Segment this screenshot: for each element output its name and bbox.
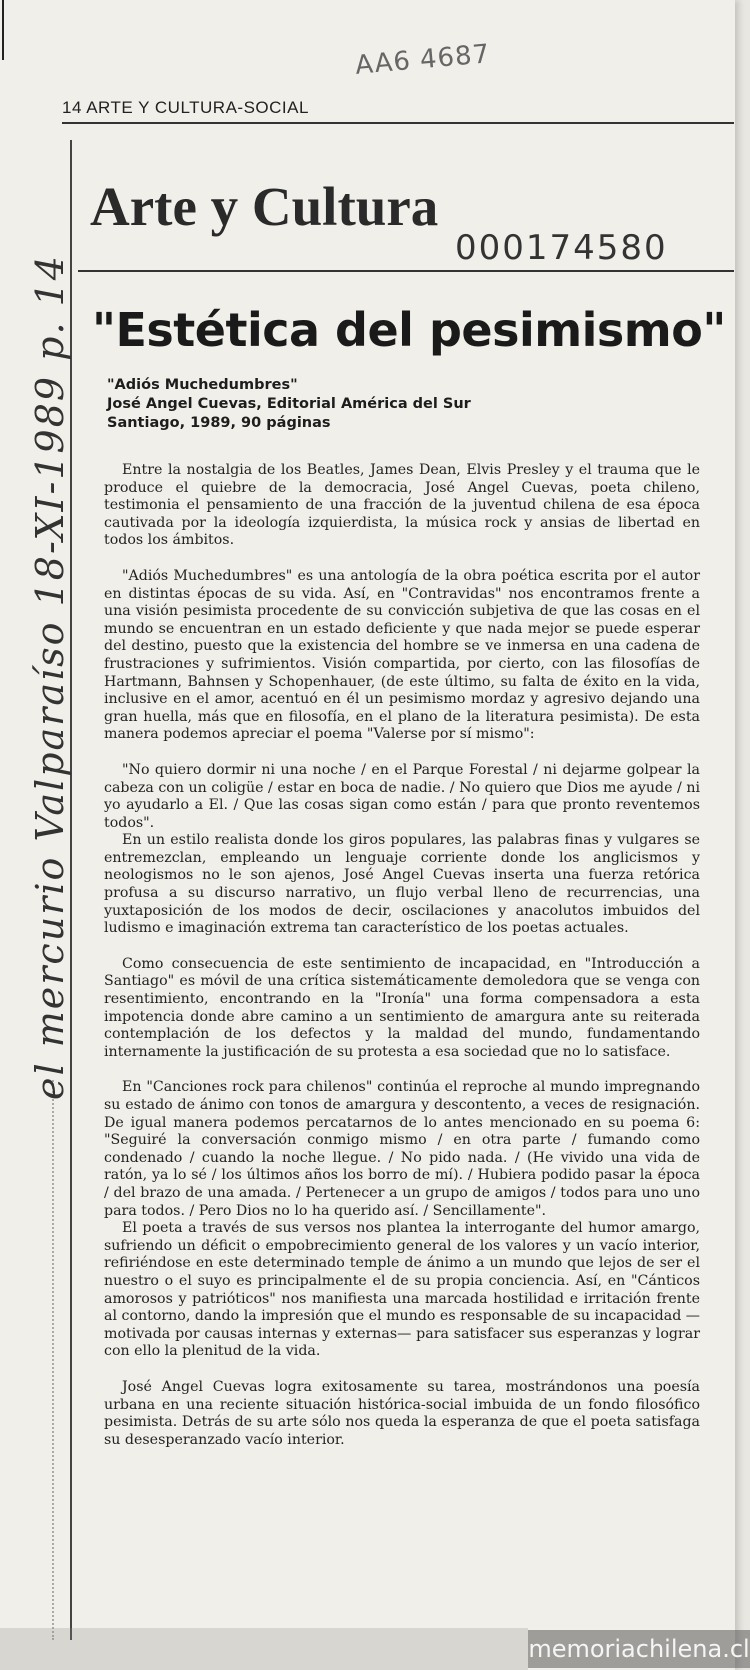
- watermark: memoriachilena.cl: [528, 1630, 750, 1668]
- edge-rule: [2, 0, 4, 60]
- paragraph: José Angel Cuevas logra exitosamente su tarea, mostrándonos una poesía urbana en una reciente situación histórica-social imbuida de un fondo filosófico pesimista. Detrás de su arte sólo nos queda la esperanza de que el poeta satisfaga su desesperanzado vacío interior.: [104, 1378, 700, 1448]
- book-info: [107, 376, 471, 433]
- paragraph: En un estilo realista donde los giros populares, las palabras finas y vulgares se entremezclan, empleando un lenguaje corriente donde los anglicismos y neologismos no le son ajenos, José Angel Cuevas inserta una fuerza retórica profusa a su discurso narrativo, un flujo verbal lleno de recurrencias, una yuxtaposición de los modos de decir, oscilaciones y anacolutos imbuidos del ludismo e imaginación extrema tan característico de los poetas actuales.: [104, 832, 700, 937]
- masthead-rule: [78, 270, 734, 272]
- header-rule: [62, 122, 734, 124]
- article-body: [104, 462, 700, 1449]
- book-place-pages: Santiago, 1989, 90 páginas: [107, 415, 331, 431]
- paragraph: Entre la nostalgia de los Beatles, James Dean, Elvis Presley y el trauma que le produce el quiebre de la democracia, José Angel Cuevas, poeta chileno, testimonia el pensamiento de una fracción de la juventud chilena de esa época cautivada por la ideología izquierdista, la música rock y ansias de libertad en todos los ámbitos.: [104, 462, 700, 549]
- paragraph: En "Canciones rock para chilenos" continúa el reproche al mundo impregnando su estado de ánimo con tonos de amargura y descontento, a veces de resignación. De igual manera podemos percatarnos de lo antes mencionado en su poema 6: "Seguiré la conversación conmigo mismo / en otra parte / fumando como condenado / cuando la noche llegue. / No pido nada. / (He vivido una vida de ratón, ya lo sé / los últimos años los borro de mí). / Hubiera podido pasar la época / del brazo de una amada. / Pertenecer a un grupo de amigos / todos para uno uno para todos. / Pero Dios no lo ha querido así. / Sencillamente".: [104, 1079, 700, 1219]
- paragraph: El poeta a través de sus versos nos plantea la interrogante del humor amargo, sufriendo un déficit o empobrecimiento general de los valores y un vacío interior, refiriéndose en este determinado temple de ánimo a un mundo que lejos de ser el nuestro o el suyo es principalmente el de su propia conciencia. Así, en "Cánticos amorosos y patrióticos" nos manifiesta una marcada hostilidad e irritación frente al contorno, dando la impresión que el mundo es responsable de su incapacidad —motivada por causas internas y externas— para satisfacer sus esperanzas y lograr con ello la plenitud de la vida.: [104, 1220, 700, 1360]
- catalog-number: 000174580: [455, 228, 668, 268]
- section-header: 14 ARTE Y CULTURA-SOCIAL: [62, 98, 309, 117]
- paragraph: "Adiós Muchedumbres" es una antología de la obra poética escrita por el autor en distintas épocas de su vida. Así, en "Contravidas" nos encontramos frente a una visión pesimista procedente de su convicción subjetiva de que las cosas en el mundo se encuentran en un estado deficiente y que nada mejor se puede esperar del destino, puesto que la existencia del hombre se ve inmersa en una cadena de frustraciones y sufrimientos. Visión compartida, por cierto, con las filosofías de Hartmann, Bahnsen y Schopenhauer, (de este último, su falta de éxito en la vida, inclusive en el amor, acentuó en él un pesimismo mordaz y agresivo dejando una gran huella, más que en filosofía, en el plano de la literatura pesimista). De esta manera podemos apreciar el poema "Valerse por sí mismo":: [104, 567, 700, 743]
- archive-code: AA6 4687: [353, 39, 492, 81]
- dotted-margin-line: [52, 1080, 54, 1640]
- book-title: "Adiós Muchedumbres": [107, 377, 298, 393]
- paragraph: Como consecuencia de este sentimiento de incapacidad, en "Introducción a Santiago" es móvil de una crítica sistemáticamente demoledora que se venga con resentimiento, encontrando en la "Ironía" una forma compensadora a esta impotencia donde abre camino a un sentimiento de amargura ante su reiterada contemplación de los defectos y la maldad del mundo, fundamentando internamente la justificación de su protesta a esa sociedad que no lo satisface.: [104, 955, 700, 1060]
- book-author-publisher: José Angel Cuevas, Editorial América del Sur: [107, 396, 471, 412]
- footer-band: [0, 1628, 528, 1670]
- masthead: Arte y Cultura: [90, 176, 439, 237]
- handwritten-margin-note: el mercurio Valparaíso 18-XI-1989 p. 14: [28, 254, 72, 1100]
- article-headline: "Estética del pesimismo": [92, 303, 726, 357]
- poem-quote: "No quiero dormir ni una noche / en el Parque Forestal / ni dejarme golpear la cabeza con un coligüe / estar en boca de nadie. / No quiero que Dios me ayude / ni yo ayudarlo a El. / Que las cosas sigan como están / para que pronto reventemos todos".: [104, 761, 700, 831]
